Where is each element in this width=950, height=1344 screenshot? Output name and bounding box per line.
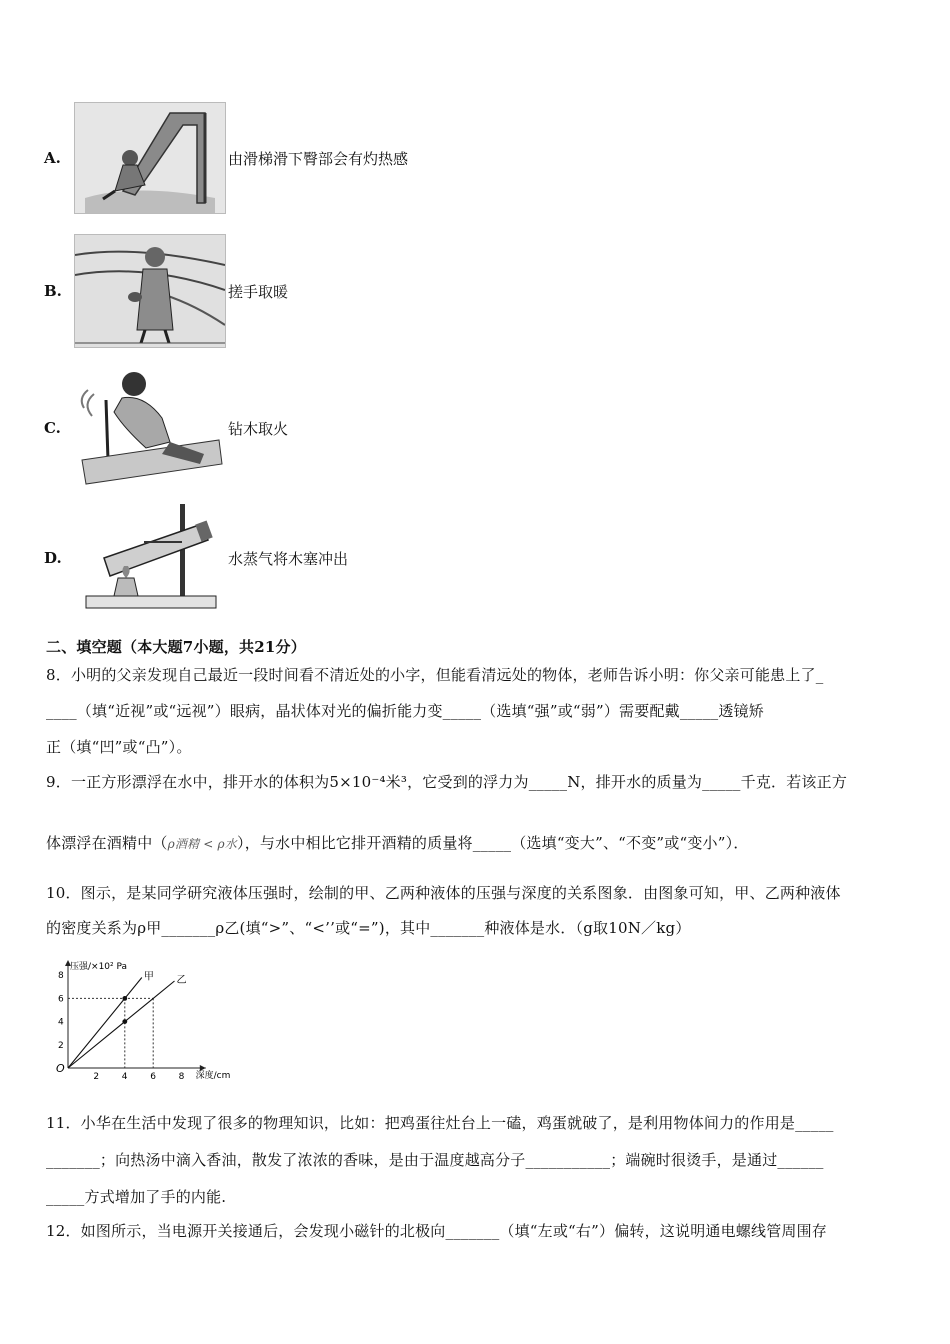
question-11-line-2: _______；向热汤中滴入香油，散发了浓浓的香味，是由于温度越高分子___________；端碗时很烫手，是通过______: [46, 1151, 824, 1169]
x-tick-label: 6: [150, 1072, 156, 1082]
question-9-text-b: ），与水中相比它排开酒精的质量将_____（选填“变大”、“不变”或“变小”）．: [237, 834, 749, 852]
rubbing-hands-picture: [74, 234, 226, 348]
y-tick-label: 6: [58, 994, 64, 1005]
question-10-line-2: 的密度关系为ρ甲_______ρ乙(填“>”、“<’’或“=”)，其中_______种液体是水．（g取10N／kg）: [46, 919, 691, 937]
question-12-line-1: 12．如图所示，当电源开关接通后，会发现小磁针的北极向_______（填“左或“右”）偏转，这说明通电螺线管周围存: [46, 1222, 827, 1240]
density-formula: ρ酒精 < ρ水: [167, 837, 238, 851]
x-axis-label: 深度/cm: [195, 1071, 231, 1081]
option-d: [44, 500, 348, 616]
option-letter: B.: [44, 282, 62, 300]
option-text: 搓手取暖: [228, 282, 289, 301]
question-8-line-2: ____（填“近视”或“远视”）眼病，晶状体对光的偏折能力变_____（选填“强”或“弱”）需要配戴_____透镜矫: [46, 702, 764, 720]
question-11-line-1: 11．小华在生活中发现了很多的物理知识，比如：把鸡蛋往灶台上一磕，鸡蛋就破了，是利用物体间力的作用是_____: [46, 1114, 834, 1132]
y-tick-label: 4: [58, 1017, 64, 1028]
question-11-line-3: _____方式增加了手的内能.: [46, 1188, 227, 1206]
slide-picture: [74, 102, 226, 214]
series-label: 乙: [176, 975, 187, 986]
option-c: [44, 368, 288, 488]
option-letter: C.: [44, 419, 61, 437]
pressure-depth-chart-svg: [52, 958, 272, 1083]
question-8-line-1: 8．小明的父亲发现自己最近一段时间看不清近处的小字，但能看清远处的物体，老师告诉小明：你父亲可能患上了_: [46, 666, 824, 684]
data-point: [122, 996, 127, 1001]
steam-cork-picture: [74, 500, 226, 616]
x-tick-label: 8: [178, 1072, 185, 1082]
origin-label: O: [56, 1062, 65, 1075]
series-line-yi: [68, 981, 175, 1068]
question-10-line-1: 10．图示，是某同学研究液体压强时，绘制的甲、乙两种液体的压强与深度的关系图象．由图象可知，甲、乙两种液体: [46, 884, 841, 902]
option-letter: D.: [44, 549, 62, 567]
series-label: 甲: [143, 971, 154, 983]
y-tick-label: 2: [58, 1040, 64, 1051]
question-9-text-a: 体漂浮在酒精中（: [46, 834, 168, 852]
option-b: [44, 234, 288, 348]
y-axis-label: 压强/×10² Pa: [70, 962, 128, 972]
drill-wood-fire-picture: [74, 368, 226, 488]
option-text: 钻木取火: [228, 419, 289, 438]
series-line-jia: [68, 978, 142, 1068]
x-tick-label: 2: [93, 1072, 100, 1082]
x-tick-label: 4: [121, 1072, 128, 1082]
question-8-line-3: 正（填“凹”或“凸”）。: [46, 738, 192, 756]
data-point: [122, 1019, 127, 1024]
question-9-line-1: 9．一正方形漂浮在水中，排开水的体积为5×10⁻⁴米³，它受到的浮力为_____N，排开水的质量为_____千克．若该正方: [46, 773, 848, 791]
pressure-depth-chart: [52, 958, 272, 1087]
option-text: 由滑梯滑下臀部会有灼热感: [228, 149, 409, 168]
section-title: 二、填空题（本大题7小题，共21分）: [46, 638, 306, 656]
option-letter: A.: [44, 149, 61, 167]
option-text: 水蒸气将木塞冲出: [228, 549, 349, 568]
option-a: [44, 102, 408, 214]
y-tick-label: 8: [58, 971, 64, 982]
question-9-line-2: [46, 832, 749, 853]
